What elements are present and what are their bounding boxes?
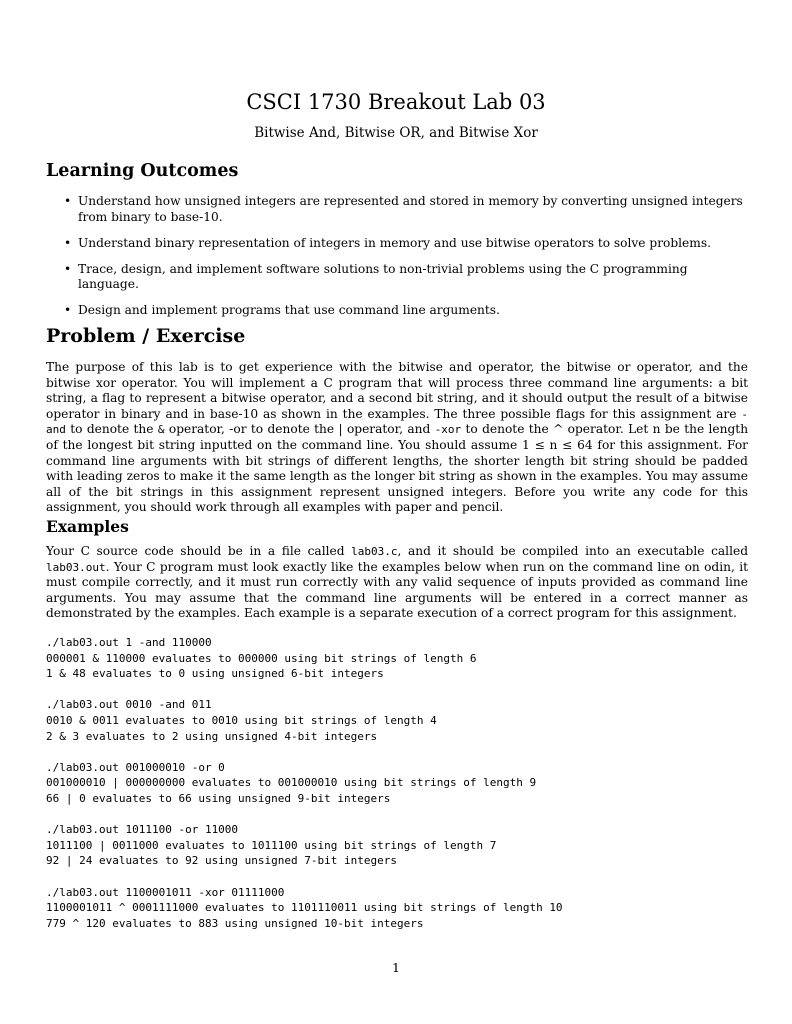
problem-text-a: The purpose of this lab is to get experience with the bitwise and operator, the bitwise or operator, and the bitwise xor operator. You will implement a C program that will process three command line arguments: a bit string, a flag to represent a bitwise operator, and a second bit string, and it should output the result of a bitwise operator in binary and in base-10 as shown in the examples. The three possible flags for this assignment are: [46, 360, 748, 421]
bullet-icon: •: [64, 235, 72, 250]
command-line: ./lab03.out 1100001011 -xor 01111000: [46, 885, 285, 899]
output-line: 001000010 | 000000000 evaluates to 001000010 using bit strings of length 9: [46, 776, 537, 790]
output-line: 92 | 24 evaluates to 92 using unsigned 7-bit integers: [46, 854, 397, 868]
outcome-text: Understand how unsigned integers are represented and stored in memory by converting unsigned integers from binary to base-10.: [78, 194, 743, 224]
bullet-icon: •: [64, 194, 72, 208]
learning-outcomes-heading: Learning Outcomes: [46, 161, 239, 181]
example-block: [46, 760, 746, 807]
output-line: 1100001011 ^ 0001111000 evaluates to 1101110011 using bit strings of length 10: [46, 901, 563, 915]
output-line: 779 ^ 120 evaluates to 883 using unsigned 10-bit integers: [46, 916, 424, 930]
document-subtitle: Bitwise And, Bitwise OR, and Bitwise Xor: [254, 125, 538, 141]
command-line: ./lab03.out 1011100 -or 11000: [46, 823, 239, 837]
flag-xor: -xor: [434, 423, 462, 437]
output-line: 000001 & 110000 evaluates to 000000 using bit strings of length 6: [46, 651, 477, 665]
list-item: [60, 236, 748, 252]
examples-list: [46, 635, 746, 947]
example-block: [46, 822, 746, 869]
bullet-icon: •: [64, 303, 72, 317]
problem-text-c: operator, -or to denote the | operator, and: [168, 422, 431, 437]
executable-filename: lab03.out: [46, 560, 106, 574]
output-line: 0010 & 0011 evaluates to 0010 using bit strings of length 4: [46, 713, 437, 727]
source-filename: lab03.c: [351, 545, 398, 558]
output-line: 2 & 3 evaluates to 2 using unsigned 4-bit integers: [46, 729, 378, 743]
output-line: 1011100 | 0011000 evaluates to 1011100 using bit strings of length 7: [46, 838, 497, 852]
operator-and: &: [157, 423, 165, 437]
command-line: ./lab03.out 001000010 -or 0: [46, 760, 225, 774]
document-title: CSCI 1730 Breakout Lab 03: [246, 90, 546, 114]
problem-text-b: to denote the: [70, 422, 154, 437]
command-line: ./lab03.out 0010 -and 011: [46, 698, 212, 712]
page-number: 1: [392, 960, 400, 975]
intro-text-c: . Your C program must look exactly like the examples below when run on the command line on odin, it must compile correctly, and it must run correctly with any valid sequence of inputs provided as command line arguments. You may assume that the command line arguments will be entered in a correct manner as demonstrated by the examples. Each example is a separate execution of a correct program for this assignment.: [46, 559, 748, 621]
output-line: 66 | 0 evaluates to 66 using unsigned 9-bit integers: [46, 791, 391, 805]
example-block: [46, 635, 746, 682]
intro-text-b: , and it should be compiled into an executable called: [397, 544, 748, 558]
problem-heading: Problem / Exercise: [46, 325, 246, 347]
bullet-icon: •: [64, 261, 72, 276]
learning-outcomes-list: [60, 194, 748, 329]
outcome-text: Understand binary representation of integers in memory and use bitwise operators to solve problems.: [78, 235, 711, 250]
example-block: [46, 697, 746, 744]
list-item: [60, 262, 748, 293]
example-block: [46, 885, 746, 932]
problem-text-d: to denote the ^ operator. Let n be the length of the longest bit string inputted on the command line. You should assume 1 ≤ n ≤ 64 for this assignment. For command line arguments with bit strings of different lengths, the shorter length bit string should be padded with leading zeros to make it the same length as the longer bit string as shown in the examples. You may assume all of the bit strings in this assignment represent unsigned integers. Before you write any code for this assignment, you should work through all examples with paper and pencil.: [46, 422, 749, 515]
list-item: [60, 194, 748, 225]
output-line: 1 & 48 evaluates to 0 using unsigned 6-bit integers: [46, 667, 384, 681]
intro-text-a: Your C source code should be in a file called: [46, 544, 345, 558]
examples-heading: Examples: [46, 517, 129, 536]
outcome-text: Design and implement programs that use command line arguments.: [78, 303, 500, 317]
flag-and: -and: [46, 407, 748, 437]
outcome-text: Trace, design, and implement software solutions to non-trivial problems using the C programming language.: [78, 261, 688, 291]
command-line: ./lab03.out 1 -and 110000: [46, 636, 212, 649]
examples-intro: [46, 544, 748, 622]
list-item: [60, 303, 748, 319]
problem-paragraph: [46, 360, 748, 516]
